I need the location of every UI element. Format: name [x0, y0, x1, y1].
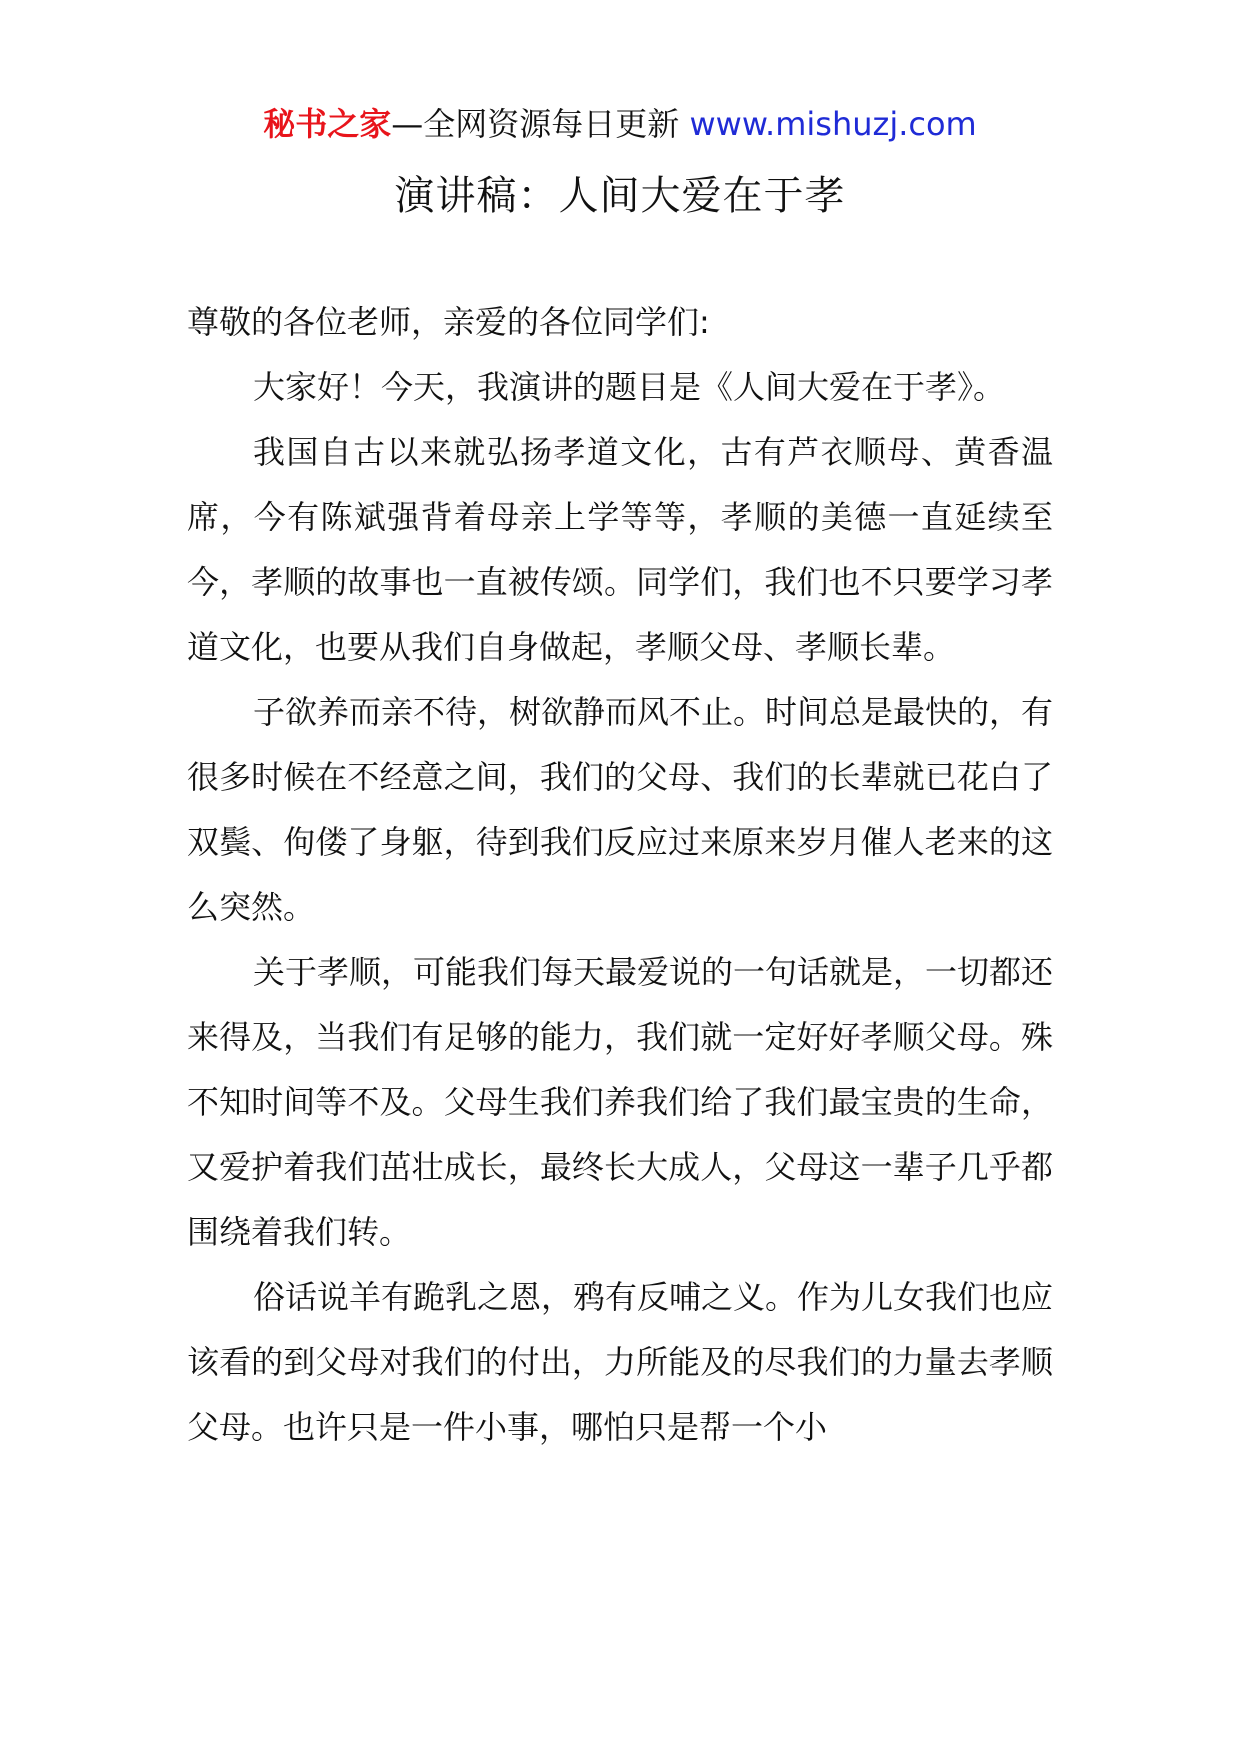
greeting-line: 尊敬的各位老师，亲爱的各位同学们: [187, 303, 710, 341]
paragraph: 关于孝顺，可能我们每天最爱说的一句话就是，一切都还来得及，当我们有足够的能力，我们就一定好好孝顺父母。殊不知时间等不及。父母生我们养我们给了我们最宝贵的生命，又爱护着我们茁壮成长，最终长大成人，父母这一辈子几乎都围绕着我们转。 [187, 953, 1054, 1251]
brand-name: 秘书之家 [263, 105, 392, 143]
site-url: www.mishuzj.com [689, 105, 977, 143]
paragraph: 我国自古以来就弘扬孝道文化，古有芦衣顺母、黄香温席，今有陈斌强背着母亲上学等等，孝顺的美德一直延续至今，孝顺的故事也一直被传颂。同学们，我们也不只要学习孝道文化，也要从我们自身做起，孝顺父母、孝顺长辈。 [187, 433, 1053, 666]
site-header [0, 100, 1240, 148]
document-body [187, 290, 1053, 1460]
paragraph: 子欲养而亲不待，树欲静而风不止。时间总是最快的，有很多时候在不经意之间，我们的父母、我们的长辈就已花白了双鬓、佝偻了身躯，待到我们反应过来原来岁月催人老来的这么突然。 [187, 693, 1054, 926]
header-slogan: —全网资源每日更新 [391, 105, 690, 143]
paragraph: 俗话说羊有跪乳之恩，鸦有反哺之义。作为儿女我们也应该看的到父母对我们的付出，力所能及的尽我们的力量去孝顺父母。也许只是一件小事，哪怕只是帮一个小 [187, 1278, 1054, 1446]
document-title: 演讲稿：人间大爱在于孝 [394, 173, 846, 219]
paragraph: 大家好！今天，我演讲的题目是《人间大爱在于孝》。 [253, 368, 1006, 406]
